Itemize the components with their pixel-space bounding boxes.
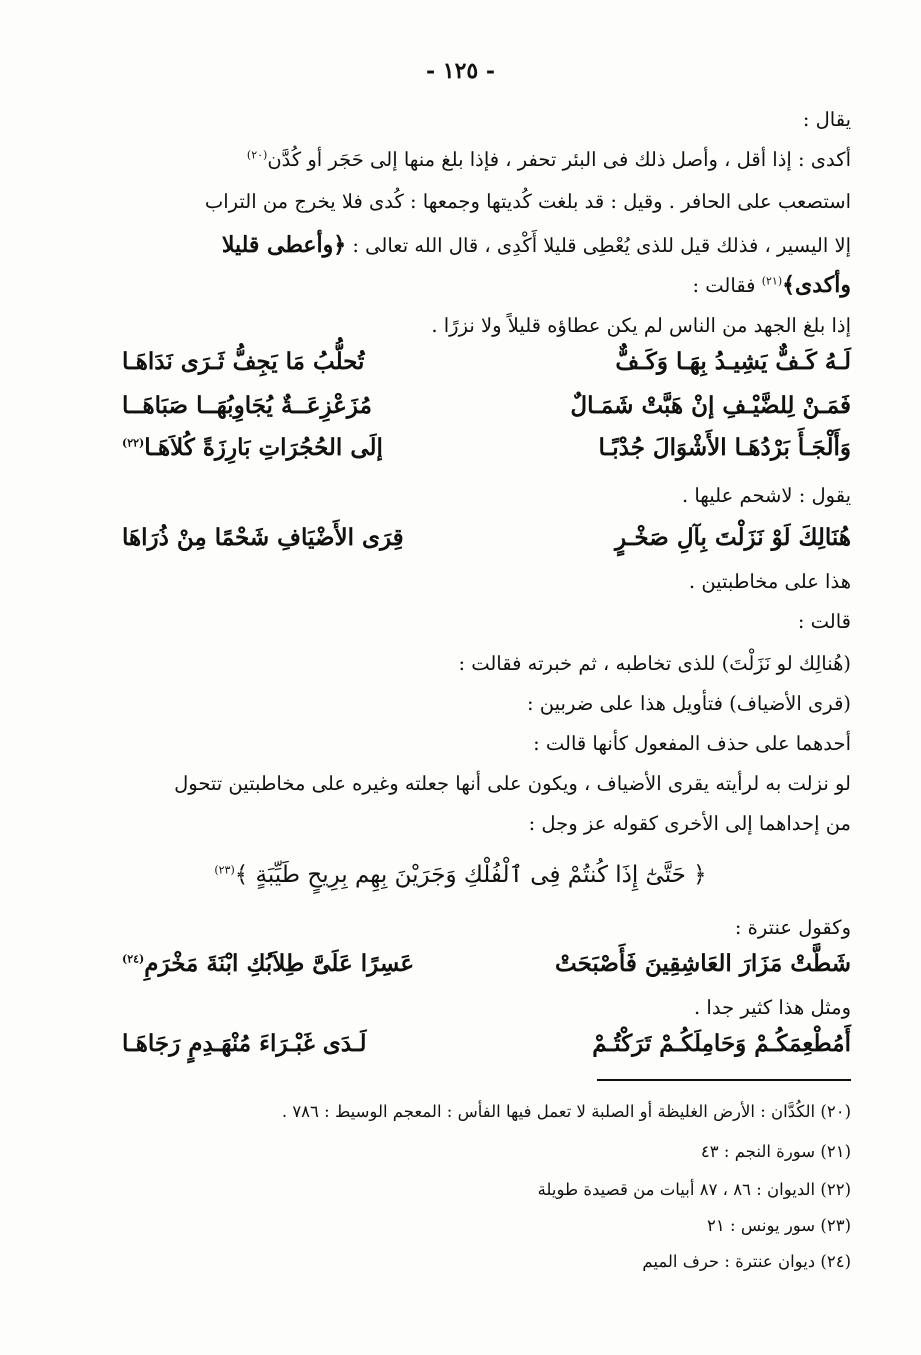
text-line bbox=[693, 272, 851, 298]
verse-hemistich: قِرَى الأَضْيَافِ شَحْمًا مِنْ ذُرَاهَا bbox=[122, 524, 404, 551]
text-line bbox=[529, 812, 851, 835]
text-line bbox=[431, 314, 851, 337]
text: يقال : bbox=[802, 108, 851, 131]
footnote: (٢١) سورة النجم : ٤٣ bbox=[700, 1142, 851, 1161]
footnote: (٢٤) ديوان عنترة : حرف الميم bbox=[642, 1252, 851, 1271]
verse-hemistich: فَمَـنْ لِلضَّيْـفِ إنْ هَبَّتْ شَمَـالٌ bbox=[570, 392, 851, 419]
verse-line bbox=[122, 1030, 851, 1057]
footnote-ref: (٢٣) bbox=[214, 863, 235, 877]
footnote: (٢٣) سور يونس : ٢١ bbox=[707, 1216, 851, 1235]
text: أحدهما على حذف المفعول كأنها قالت : bbox=[533, 732, 851, 755]
text: إذا بلغ الجهد من الناس لم يكن عطاؤه قليلاً ولا نزرًا . bbox=[431, 314, 851, 337]
verse-hemistich: أَمُطْعِمَكُـمْ وَحَامِلَكُـمْ تَرَكْتُـمْ bbox=[592, 1030, 851, 1057]
text-line bbox=[735, 916, 851, 939]
footnote-ref: (٢٠) bbox=[246, 148, 268, 162]
footnote-ref: (٢٢) bbox=[122, 436, 145, 450]
verse-line bbox=[122, 524, 851, 551]
text-line bbox=[527, 692, 851, 715]
verse-line bbox=[122, 392, 851, 419]
footnote: (٢٢) الديوان : ٨٦ ، ٨٧ أبيات من قصيدة طويلة bbox=[537, 1180, 851, 1199]
verse-hemistich: إلَى الحُجُرَاتِ بَارِزَةً كُلاَهَـا$^{(٢٢)}$ bbox=[122, 434, 383, 461]
quran-quote: وأكدى﴾ bbox=[782, 272, 851, 298]
verse-hemistich: شَطَّتْ مَزَارَ العَاشِقِينَ فَأَصْبَحَتْ bbox=[554, 950, 851, 977]
text-line bbox=[247, 148, 851, 171]
text-line bbox=[803, 108, 851, 131]
text: أكدى : إذا أقل ، وأصل ذلك فى البئر تحفر ، فإذا بلغ منها إلى حَجَر أو كُدَّن bbox=[267, 148, 851, 171]
verse-hemistich: تُحلُّبُ مَا يَجِفُّ ثَـرَى نَدَاهَـا bbox=[122, 348, 365, 375]
quran-verse: ﴿ حَتَّىٰٓ إِذَا كُنتُمْ فِى ٱلْفُلْكِ وَجَرَيْنَ بِهِم بِرِيحٍ طَيِّبَةٍ ﴾$^{(٢٣)}$ bbox=[214, 862, 707, 888]
text-line bbox=[694, 996, 851, 1019]
text-line bbox=[798, 610, 851, 633]
text: يقول : لاشحم عليها . bbox=[681, 484, 851, 507]
text: إلا اليسير ، فذلك قيل للذى يُعْطِى قليلا أَكْدِى ، قال الله تعالى : bbox=[346, 234, 851, 257]
text-line bbox=[689, 570, 851, 593]
text-line bbox=[458, 652, 851, 675]
text: من إحداهما إلى الأخرى كقوله عز وجل : bbox=[528, 812, 851, 835]
text-line bbox=[682, 484, 851, 507]
verse-hemistich: وَأَلْجَـأَ بَرْدُهَـا الأَشْوَالَ جُدْبًـا bbox=[598, 434, 851, 461]
text: استصعب على الحافر . وقيل : قد بلغت كُديتها وجمعها : كُدى فلا يخرج من التراب bbox=[204, 190, 851, 213]
footnote-ref: (٢١) bbox=[761, 274, 783, 288]
text: قالت : bbox=[797, 610, 851, 633]
verse-hemistich: لَـهُ كَـفٌّ يَشِيـدُ بِهَـا وَكَـفٌّ bbox=[615, 348, 851, 375]
text-line bbox=[533, 732, 851, 755]
footnote: (٢٠) الكُدَّان : الأرض الغليظة أو الصلبة لا تعمل فيها الفأس : المعجم الوسيط : ٧٨٦ . bbox=[281, 1102, 851, 1121]
verse-hemistich: هُنَالِكَ لَوْ نَزَلْتَ بِآلِ صَخْـرٍ bbox=[615, 524, 851, 551]
text: هذا على مخاطبتين . bbox=[688, 570, 851, 593]
text: وكقول عنترة : bbox=[734, 916, 851, 939]
footnote-ref: (٢٤) bbox=[122, 952, 145, 966]
text: (هُنالِك لو نَزَلْتَ) للذى تخاطبه ، ثم خبرته فقالت : bbox=[458, 652, 851, 675]
verse-line bbox=[122, 434, 851, 461]
page-number: - ١٢٥ - bbox=[425, 58, 496, 84]
footnote-divider bbox=[597, 1079, 851, 1081]
text: ومثل هذا كثير جدا . bbox=[694, 996, 851, 1019]
text-line bbox=[174, 772, 851, 795]
text: لو نزلت به لرأيته يقرى الأضياف ، ويكون على أنها جعلته وغيره على مخاطبتين تتحول bbox=[174, 772, 851, 795]
verse-hemistich: مُزَعْزِعَــةٌ يُجَاوِبُهَــا صَبَاهَــا bbox=[122, 392, 372, 419]
text-line bbox=[222, 232, 851, 258]
text: (قرى الأضياف) فتأويل هذا على ضربين : bbox=[527, 692, 851, 715]
verse-line bbox=[122, 950, 851, 977]
verse-hemistich: لَـدَى غَبْـرَاءَ مُنْهَـدِمٍ رَجَاهَـا bbox=[122, 1030, 367, 1057]
verse-line bbox=[122, 348, 851, 375]
verse-hemistich: عَسِرًا عَلَىَّ طِلاَبُكِ ابْنَةَ مَخْرَمِ$^{(٢٤)}$ bbox=[122, 950, 415, 977]
quran-quote: ﴿وأعطى قليلا bbox=[221, 232, 347, 258]
text-line bbox=[205, 190, 851, 213]
text: فقالت : bbox=[692, 274, 762, 297]
